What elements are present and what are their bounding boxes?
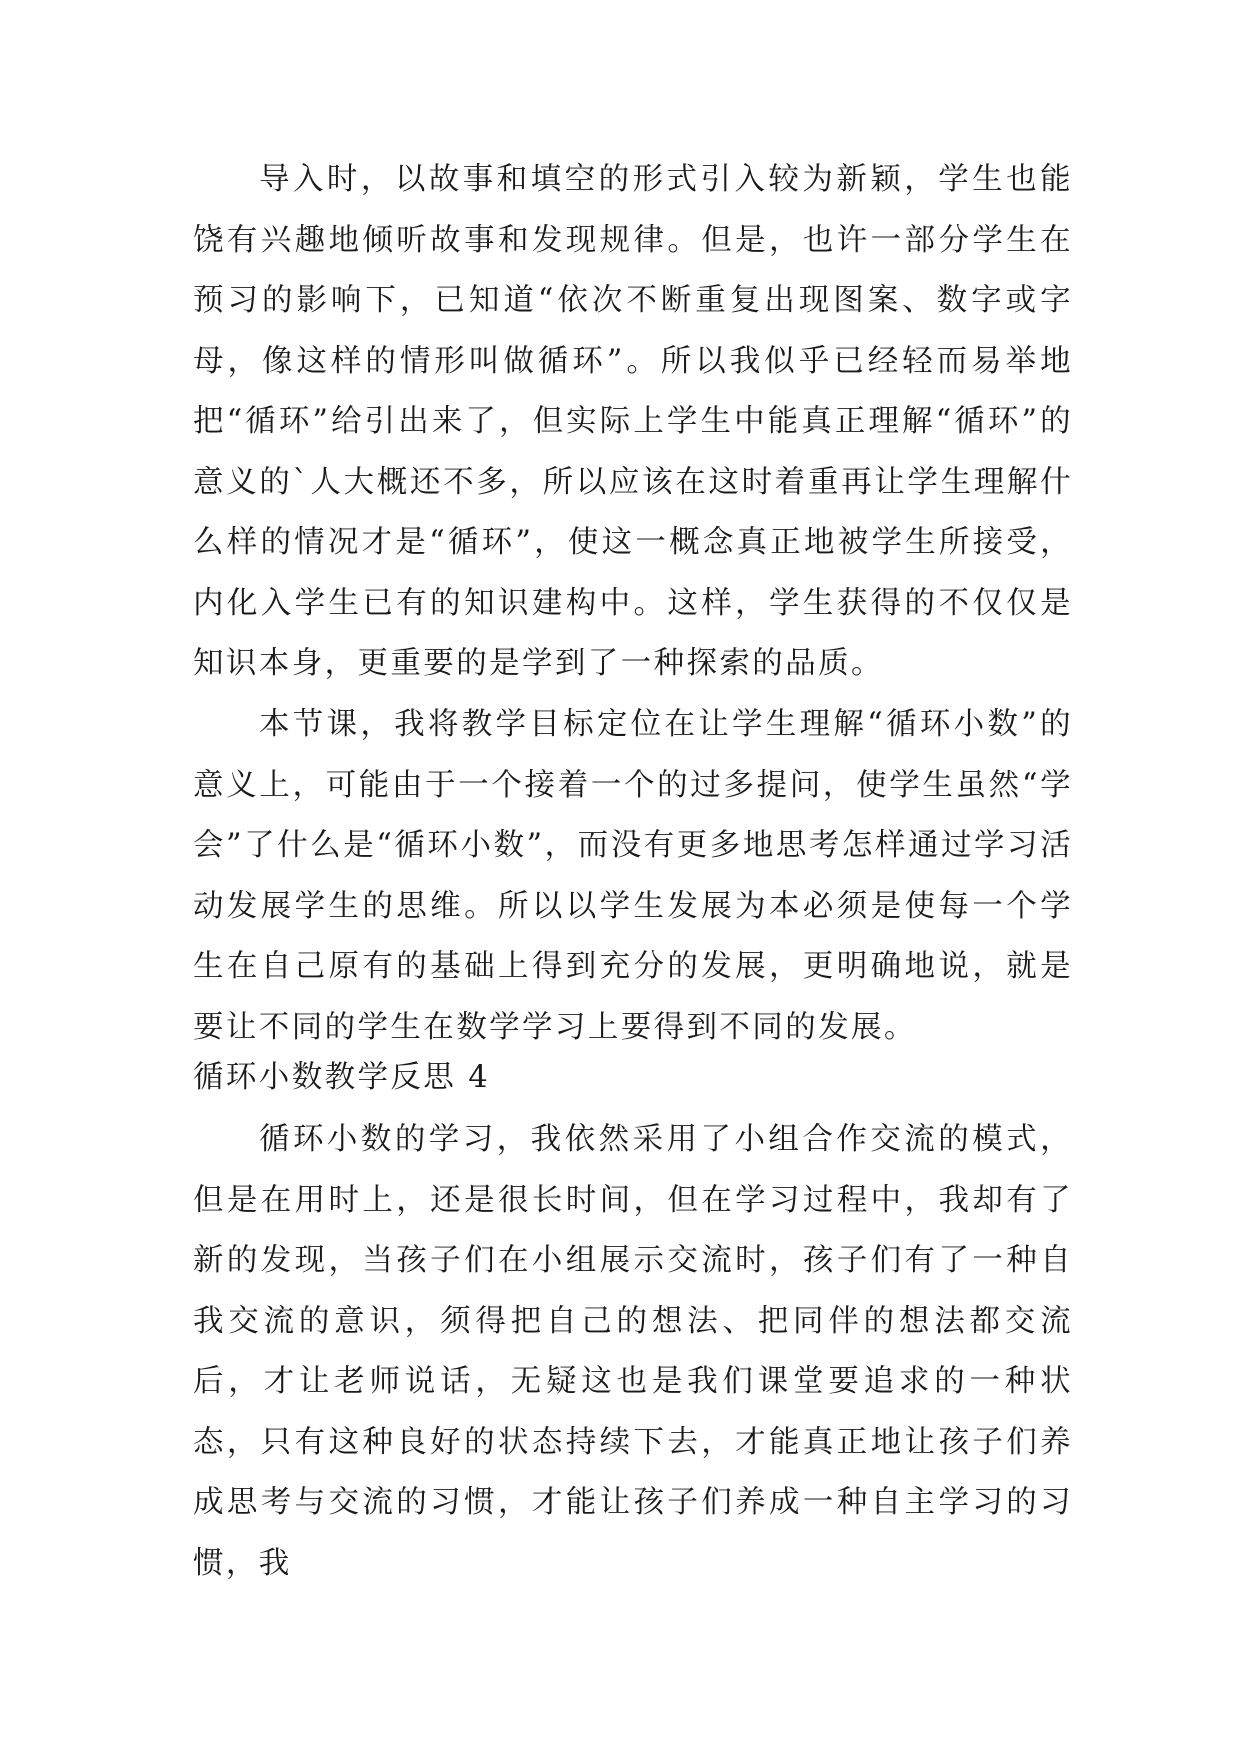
paragraph-intro-reflection: 导入时，以故事和填空的形式引入较为新颖，学生也能饶有兴趣地倾听故事和发现规律。但是，也许一部分学生在预习的影响下，已知道“依次不断重复出现图案、数字或字母，像这样的情形叫做循环”。所以我似乎已经轻而易举地把“循环”给引出来了，但实际上学生中能真正理解“循环”的意义的`人大概还不多，所以应该在这时着重再让学生理解什么样的情况才是“循环”，使这一概念真正地被学生所接受，内化入学生已有的知识建构中。这样，学生获得的不仅仅是知识本身，更重要的是学到了一种探索的品质。 <box>193 162 1073 681</box>
section-heading: 循环小数教学反思 4 <box>193 1060 491 1095</box>
paragraph-teaching-goal: 本节课，我将教学目标定位在让学生理解“循环小数”的意义上，可能由于一个接着一个的过多提问，使学生虽然“学会”了什么是“循环小数”，而没有更多地思考怎样通过学习活动发展学生的思维。所以以学生发展为本必须是使每一个学生在自己原有的基础上得到充分的发展，更明确地说，就是要让不同的学生在数学学习上要得到不同的发展。 <box>193 707 1073 1045</box>
paragraph-section-body: 循环小数的学习，我依然采用了小组合作交流的模式，但是在用时上，还是很长时间，但在学习过程中，我却有了新的发现，当孩子们在小组展示交流时，孩子们有了一种自我交流的意识，须得把自己的想法、把同伴的想法都交流后，才让老师说话，无疑这也是我们课堂要追求的一种状态，只有这种良好的状态持续下去，才能真正地让孩子们养成思考与交流的习惯，才能让孩子们养成一种自主学习的习惯，我 <box>193 1122 1073 1581</box>
